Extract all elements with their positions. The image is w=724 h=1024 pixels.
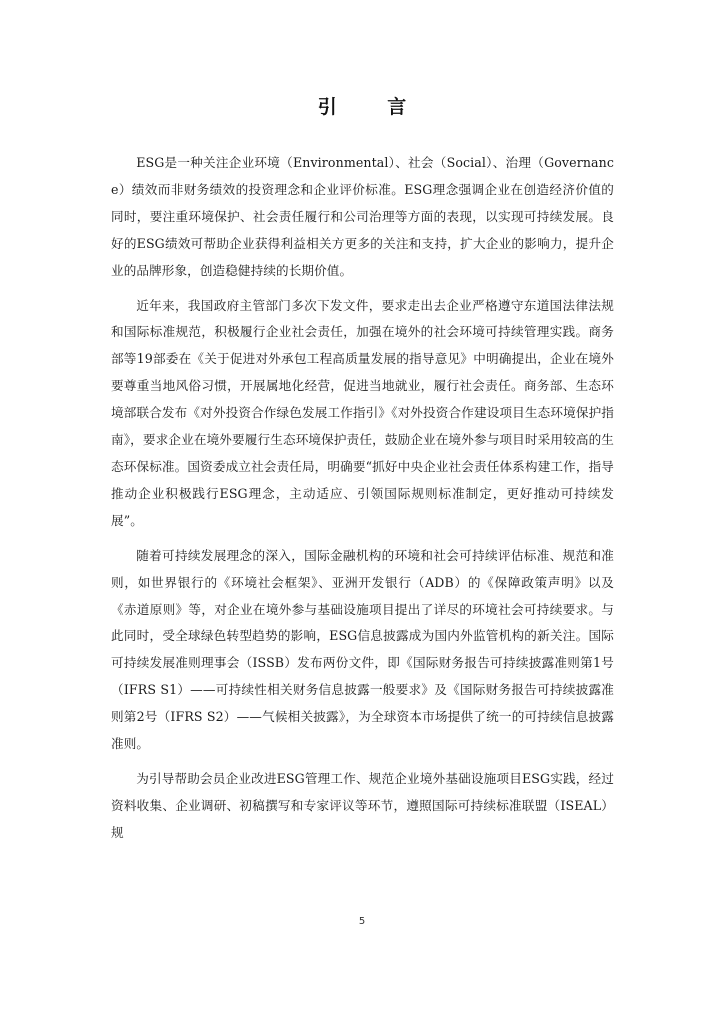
paragraph: 随着可持续发展理念的深入，国际金融机构的环境和社会可持续评估标准、规范和准则，如世界银行的《环境社会框架》、亚洲开发银行（ADB）的《保障政策声明》以及《赤道原则》等，对企业在境外参与基础设施项目提出了详尽的环境社会可持续要求。与此同时，受全球绿色转型趋势的影响，ESG信息披露成为国内外监管机构的新关注。国际可持续发展准则理事会（ISSB）发布两份文件，即《国际财务报告可持续披露准则第1号（IFRS S1）——可持续性相关财务信息披露一般要求》及《国际财务报告可持续披露准则第2号（IFRS S2）——气候相关披露》，为全球资本市场提供了统一的可持续信息披露准则。 xyxy=(111,547,614,752)
paragraph: 为引导帮助会员企业改进ESG管理工作、规范企业境外基础设施项目ESG实践，经过资料收集、企业调研、初稿撰写和专家评议等环节，遵照国际可持续标准联盟（ISEAL）规 xyxy=(111,770,614,840)
page-number: 5 xyxy=(358,916,366,927)
paragraph: ESG是一种关注企业环境（Environmental）、社会（Social）、治理（Governance）绩效而非财务绩效的投资理念和企业评价标准。ESG理念强调企业在创造经济价值的同时，要注重环境保护、社会责任履行和公司治理等方面的表现，以实现可持续发展。良好的ESG绩效可帮助企业获得利益相关方更多的关注和支持，扩大企业的影响力，提升企业的品牌形象，创造稳健持续的长期价值。 xyxy=(111,155,614,278)
paragraph: 近年来，我国政府主管部门多次下发文件，要求走出去企业严格遵守东道国法律法规和国际标准规范，积极履行企业社会责任，加强在境外的社会环境可持续管理实践。商务部等19部委在《关于促进对外承包工程高质量发展的指导意见》中明确提出，企业在境外要尊重当地风俗习惯，开展属地化经营，促进当地就业，履行社会责任。商务部、生态环境部联合发布《对外投资合作绿色发展工作指引》《对外投资合作建设项目生态环境保护指南》，要求企业在境外要履行生态环境保护责任，鼓励企业在境外参与项目时采用较高的生态环保标准。国资委成立社会责任局，明确要“抓好中央企业社会责任体系构建工作，指导推动企业积极践行ESG理念，主动适应、引领国际规则标准制定，更好推动可持续发展”。 xyxy=(111,297,614,528)
page-title: 引 言 xyxy=(317,96,429,118)
body-text xyxy=(111,150,614,855)
